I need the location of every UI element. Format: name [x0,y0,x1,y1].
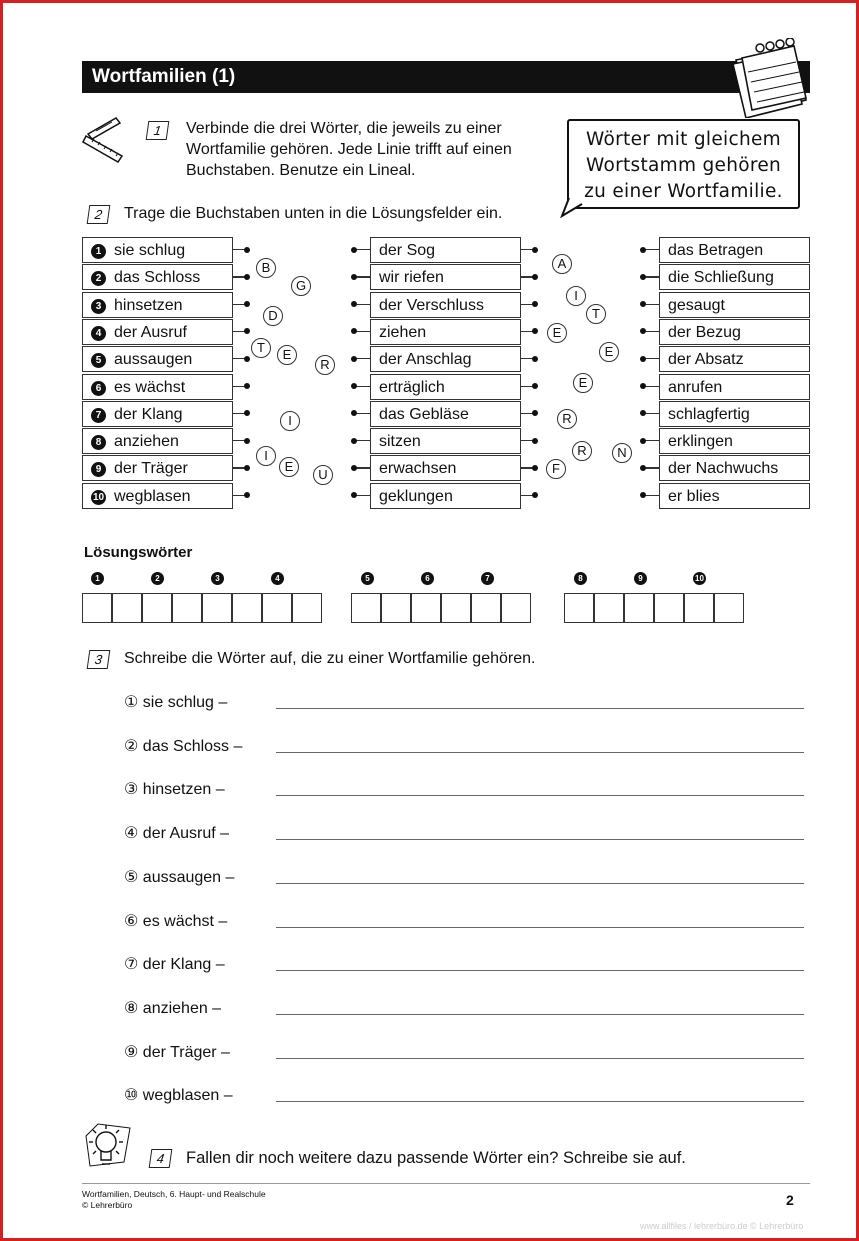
solution-box[interactable] [292,593,322,623]
connector-dot[interactable] [532,465,538,471]
connector-dot[interactable] [244,383,250,389]
solution-box[interactable] [441,593,471,623]
letter-circle-left: R [315,355,335,375]
connector-dot[interactable] [244,356,250,362]
solution-number: 2 [151,572,164,585]
left-word-10 [82,483,233,509]
word-text: das Betragen [668,242,764,259]
word-text: erträglich [379,378,445,396]
item-number: 7 [91,408,106,423]
word-text: hinsetzen [114,296,183,314]
solution-box[interactable] [172,593,202,623]
connector-dot[interactable] [640,356,646,362]
letter-circle-left: E [277,345,297,365]
item-number: 2 [91,271,106,286]
middle-word-9 [370,455,521,481]
left-word-6 [82,374,233,400]
word-text: die Schließung [668,269,774,287]
letter-circle-left: T [251,338,271,358]
middle-word-3 [370,292,521,318]
write-item-label: ④ der Ausruf – [124,825,230,843]
left-word-2 [82,264,233,290]
task1-number: 1 [146,121,170,140]
solution-box[interactable] [82,593,112,623]
connector-dot[interactable] [244,247,250,253]
left-word-5 [82,346,233,372]
right-word-8 [659,428,810,454]
task4-instruction: Fallen dir noch weitere dazu passende Wörter ein? Schreibe sie auf. [186,1149,686,1167]
solution-box[interactable] [501,593,531,623]
word-text: sie schlug [114,242,186,259]
left-word-7 [82,401,233,427]
connector-dot[interactable] [532,356,538,362]
right-word-2 [659,264,810,290]
solution-number: 5 [361,572,374,585]
letter-circle-left: U [313,465,333,485]
letter-circle-right: A [552,254,572,274]
word-text: aussaugen [114,351,193,369]
solution-number: 6 [421,572,434,585]
write-line[interactable] [276,1101,804,1102]
page-number: 2 [786,1192,794,1208]
task1-instruction [186,118,512,181]
speech-line3: zu einer Wortfamilie. [584,181,783,202]
solution-heading: Lösungswörter [84,544,193,561]
word-text: erklingen [668,433,733,451]
word-text: schlagfertig [668,405,750,423]
item-number: 9 [91,462,106,477]
item-number: 10 [92,491,105,503]
solution-box[interactable] [564,593,594,623]
letter-circle-right: E [547,323,567,343]
word-text: sitzen [379,433,421,451]
middle-word-2 [370,264,521,290]
word-text: ziehen [379,323,427,341]
letter-circle-right: E [573,373,593,393]
right-word-5 [659,346,810,372]
right-word-7 [659,401,810,427]
word-text: der Träger [114,460,188,478]
task1-line1: Verbinde die drei Wörter, die jeweils zu einer [186,120,502,137]
word-text: gesaugt [668,296,725,314]
watermark: www.allfiles / lehrerbüro.de © Lehrerbüro [640,1221,804,1231]
word-text: das Schloss [114,269,201,287]
footer-line1: Wortfamilien, Deutsch, 6. Haupt- und Realschule [82,1189,266,1199]
write-line[interactable] [276,795,804,796]
solution-box[interactable] [654,593,684,623]
right-word-10 [659,483,810,509]
write-line[interactable] [276,708,804,709]
middle-word-8 [370,428,521,454]
letter-circle-right: R [572,441,592,461]
letter-circle-right: R [557,409,577,429]
connector-dot[interactable] [640,274,646,280]
word-text: der Bezug [668,323,741,341]
word-text: erwachsen [379,460,457,478]
solution-box[interactable] [232,593,262,623]
ruler-pencil-icon [82,116,128,164]
solution-number: 3 [211,572,224,585]
right-word-4 [659,319,810,345]
speech-line1: Wörter mit gleichem [586,129,781,150]
letter-circle-right: E [599,342,619,362]
solution-number: 1 [91,572,104,585]
solution-box[interactable] [624,593,654,623]
word-text: es wächst [114,378,186,396]
write-line[interactable] [276,839,804,840]
connector-dot[interactable] [640,383,646,389]
item-number: 6 [91,381,106,396]
right-word-9 [659,455,810,481]
solution-number: 8 [574,572,587,585]
letter-circle-right: N [612,443,632,463]
task3-instruction: Schreibe die Wörter auf, die zu einer Wortfamilie gehören. [124,650,536,667]
connector-dot[interactable] [351,356,357,362]
connector-dot[interactable] [244,465,250,471]
right-word-1 [659,237,810,263]
item-number: 4 [91,326,106,341]
word-text: der Ausruf [114,323,187,341]
write-item-label: ⑩ wegblasen – [124,1087,233,1105]
speech-line2: Wortstamm gehören [585,155,782,176]
solution-box[interactable] [411,593,441,623]
item-number: 1 [91,244,106,259]
footer-line2: © Lehrerbüro [82,1200,133,1210]
letter-circle-right: I [566,286,586,306]
write-item-label: ⑦ der Klang – [124,956,225,974]
solution-number: 9 [634,572,647,585]
connector-dot[interactable] [532,438,538,444]
connector-dot[interactable] [640,438,646,444]
word-text: der Anschlag [379,351,472,369]
solution-box[interactable] [142,593,172,623]
letter-circle-right: T [586,304,606,324]
page-title: Wortfamilien (1) [82,61,810,93]
solution-number: 10 [693,572,706,585]
write-line[interactable] [276,927,804,928]
middle-word-1 [370,237,521,263]
left-word-1 [82,237,233,263]
connector-dot[interactable] [244,274,250,280]
word-text: der Verschluss [379,296,484,314]
word-text: anrufen [668,378,723,396]
right-word-3 [659,292,810,318]
write-line[interactable] [276,883,804,884]
letter-circle-left: E [279,457,299,477]
footer [82,1183,810,1211]
letter-circle-left: G [291,276,311,296]
task1-line3: Buchstaben. Benutze ein Lineal. [186,162,416,179]
middle-word-5 [370,346,521,372]
connector-dot[interactable] [351,247,357,253]
word-text: geklungen [379,487,453,505]
connector-dot[interactable] [532,383,538,389]
left-word-8 [82,428,233,454]
connector-dot[interactable] [532,274,538,280]
solution-box[interactable] [714,593,744,623]
write-item-label: ⑥ es wächst – [124,912,228,930]
solution-box[interactable] [262,593,292,623]
task1-line2: Wortfamilie gehören. Jede Linie trifft auf einen [186,141,512,158]
letter-circle-left: I [280,411,300,431]
middle-word-10 [370,483,521,509]
write-item-label: ① sie schlug – [124,694,228,711]
write-line[interactable] [276,1014,804,1015]
word-text: das Gebläse [379,405,469,423]
item-number: 3 [91,299,106,314]
write-line[interactable] [276,1058,804,1059]
item-number: 5 [91,353,106,368]
left-word-9 [82,455,233,481]
write-item-label: ③ hinsetzen – [124,781,225,799]
connector-dot[interactable] [244,438,250,444]
task2-instruction: Trage die Buchstaben unten in die Lösungsfelder ein. [124,205,503,222]
middle-word-4 [370,319,521,345]
write-item-label: ⑧ anziehen – [124,999,222,1017]
word-text: er blies [668,487,720,505]
solution-box[interactable] [381,593,411,623]
write-item-label: ⑤ aussaugen – [124,868,235,886]
solution-box[interactable] [594,593,624,623]
task3-number: 3 [87,650,111,669]
connector-dot[interactable] [640,247,646,253]
word-text: der Klang [114,405,183,423]
right-word-6 [659,374,810,400]
left-word-3 [82,292,233,318]
connector-dot[interactable] [351,438,357,444]
item-number: 8 [91,435,106,450]
solution-box[interactable] [112,593,142,623]
middle-word-6 [370,374,521,400]
connector-dot[interactable] [532,247,538,253]
notepad-icon [722,38,812,118]
solution-number: 7 [481,572,494,585]
word-text: der Absatz [668,351,744,369]
write-line[interactable] [276,970,804,971]
letter-circle-left: B [256,258,276,278]
write-item-label: ② das Schloss – [124,737,243,755]
speech-bubble [567,119,800,209]
letter-circle-right: F [546,459,566,479]
word-text: wegblasen [114,487,191,505]
left-word-4 [82,319,233,345]
solution-box[interactable] [684,593,714,623]
connector-dot[interactable] [351,274,357,280]
connector-dot[interactable] [351,383,357,389]
task2-number: 2 [87,205,111,224]
solution-box[interactable] [202,593,232,623]
connector-dot[interactable] [640,465,646,471]
letter-circle-left: I [256,446,276,466]
solution-box[interactable] [471,593,501,623]
middle-word-7 [370,401,521,427]
write-item-label: ⑨ der Träger – [124,1043,230,1061]
word-text: der Sog [379,242,436,259]
word-text: der Nachwuchs [668,460,779,478]
word-text: anziehen [114,433,179,451]
speech-bubble-tail [560,196,584,218]
letter-circle-left: D [263,306,283,326]
solution-box[interactable] [351,593,381,623]
lightbulb-icon [84,1122,132,1172]
task4-number: 4 [149,1149,173,1168]
write-line[interactable] [276,752,804,753]
solution-number: 4 [271,572,284,585]
word-text: wir riefen [379,269,444,287]
connector-dot[interactable] [351,465,357,471]
